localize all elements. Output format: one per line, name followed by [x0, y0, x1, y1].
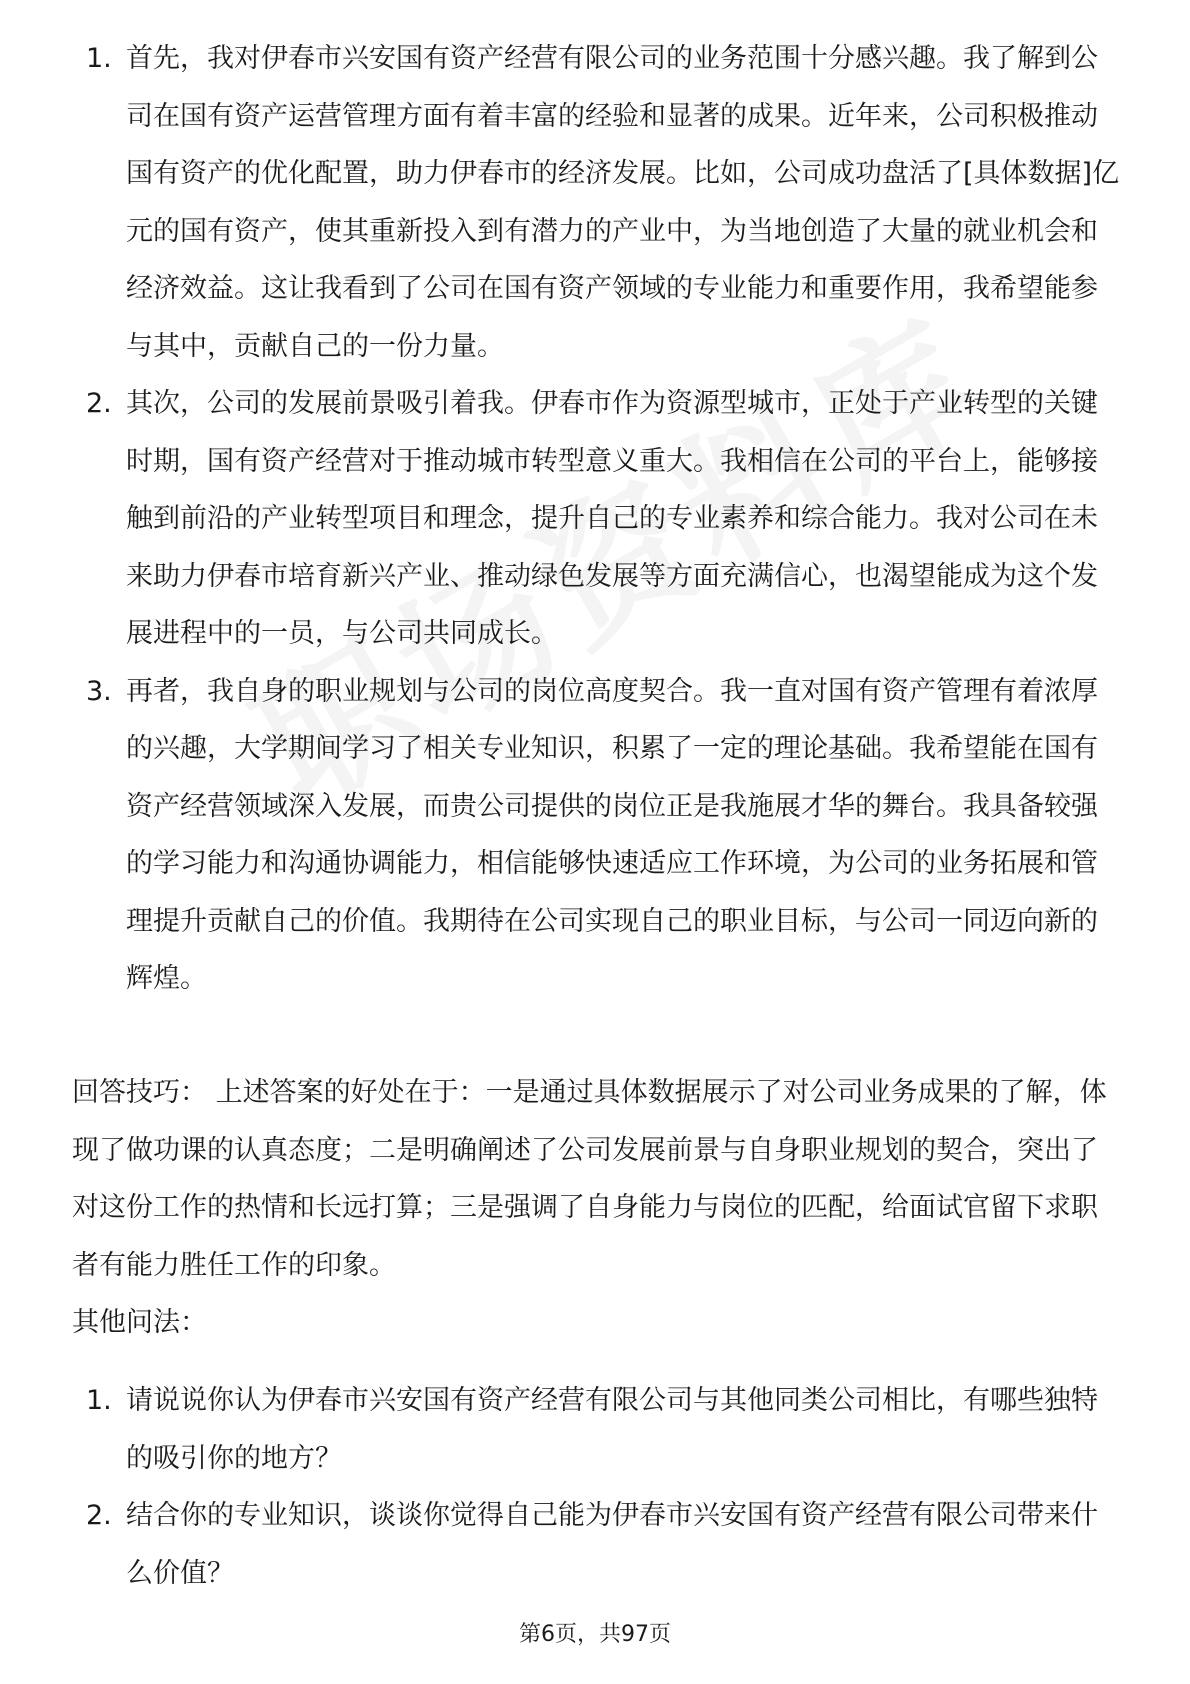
page-number-footer: 第6页，共97页 — [519, 1622, 671, 1647]
other-questions-list — [72, 1372, 1122, 1602]
answer-tips-paragraph: 回答技巧： 上述答案的好处在于：一是通过具体数据展示了对公司业务成果的了解，体现了做功课的认真态度；二是明确阐述了公司发展前景与自身职业规划的契合，突出了对这份工作的热情和长远打算；三是强调了自身能力与岗位的匹配，给面试官留下求职者有能力胜任工作的印象。 — [72, 1077, 1107, 1281]
list-item-text: 再者，我自身的职业规划与公司的岗位高度契合。我一直对国有资产管理有着浓厚的兴趣，大学期间学习了相关专业知识，积累了一定的理论基础。我希望能在国有资产经营领域深入发展，而贵公司提供的岗位正是我施展才华的舞台。我具备较强的学习能力和沟通协调能力，相信能够快速适应工作环境，为公司的业务拓展和管理提升贡献自己的价值。我期待在公司实现自己的职业目标，与公司一同迈向新的辉煌。 — [126, 675, 1098, 994]
list-item — [72, 375, 1122, 663]
other-questions-heading: 其他问法： — [72, 1307, 207, 1338]
list-item — [72, 30, 1122, 375]
list-item — [72, 663, 1122, 1008]
list-item-number: 1. — [86, 1385, 112, 1416]
list-item-number: 3. — [86, 675, 112, 707]
list-item-text: 其次，公司的发展前景吸引着我。伊春市作为资源型城市，正处于产业转型的关键时期，国有资产经营对于推动城市转型意义重大。我相信在公司的平台上，能够接触到前沿的产业转型项目和理念，提升自己的专业素养和综合能力。我对公司在未来助力伊春市培育新兴产业、推动绿色发展等方面充满信心，也渴望能成为这个发展进程中的一员，与公司共同成长。 — [126, 388, 1098, 649]
list-item-text: 首先，我对伊春市兴安国有资产经营有限公司的业务范围十分感兴趣。我了解到公司在国有资产运营管理方面有着丰富的经验和显著的成果。近年来，公司积极推动国有资产的优化配置，助力伊春市的经济发展。比如，公司成功盘活了[具体数据]亿元的国有资产，使其重新投入到有潜力的产业中，为当地创造了大量的就业机会和经济效益。这让我看到了公司在国有资产领域的专业能力和重要作用，我希望能参与其中，贡献自己的一份力量。 — [126, 43, 1120, 362]
answer-list — [72, 30, 1122, 1008]
list-item-number: 2. — [86, 388, 112, 419]
list-item-text: 结合你的专业知识，谈谈你觉得自己能为伊春市兴安国有资产经营有限公司带来什么价值？ — [126, 1500, 1098, 1589]
list-item — [72, 1487, 1122, 1602]
list-item-number: 2. — [86, 1500, 112, 1531]
list-item — [72, 1372, 1122, 1487]
list-item-text: 请说说你认为伊春市兴安国有资产经营有限公司与其他同类公司相比，有哪些独特的吸引你的地方？ — [126, 1385, 1098, 1474]
list-item-number: 1. — [86, 43, 112, 74]
